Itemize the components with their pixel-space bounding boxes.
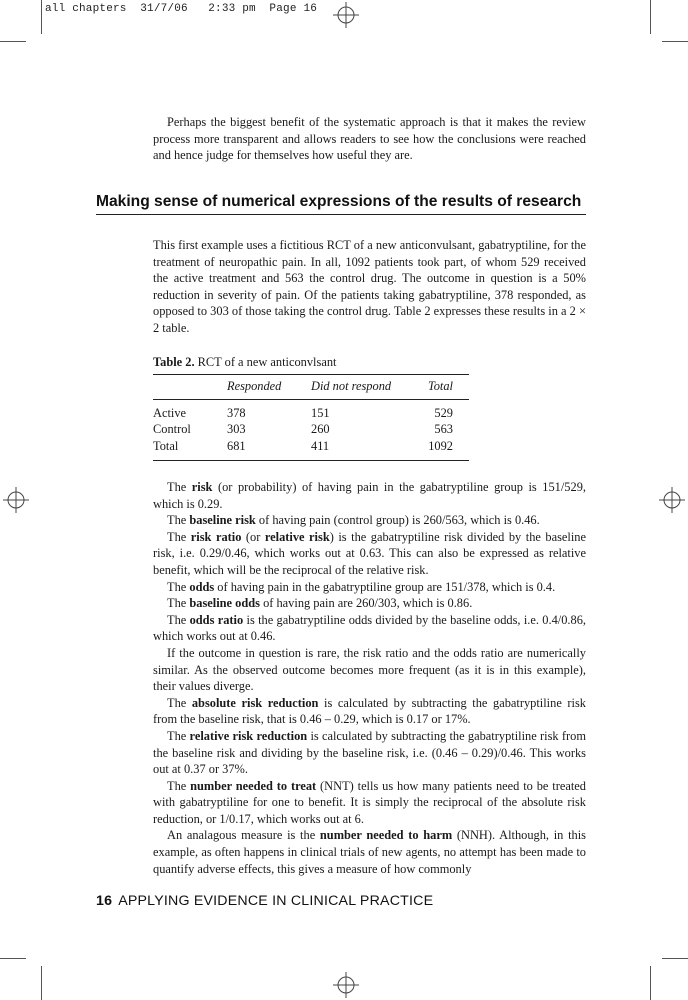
definition-paragraph: The baseline risk of having pain (control group) is 260/563, which is 0.46. xyxy=(167,513,540,528)
crop-mark xyxy=(0,958,26,959)
table-row xyxy=(153,421,469,437)
definition-paragraph: The risk (or probability) of having pain in the gabatryptiline group is 151/529, which is 0.29. xyxy=(153,480,586,511)
cell-not-responded: 260 xyxy=(311,422,330,437)
intro-block xyxy=(153,114,586,164)
crop-mark xyxy=(41,0,42,34)
row-label: Total xyxy=(153,438,179,453)
defined-term: baseline odds xyxy=(189,596,260,611)
definition-paragraph: An analagous measure is the number needed to harm (NNH). Although, in this example, as often happens in clinical trials of new agents, no attempt has been made to quantify adverse effects, this gives a measure of how commonly xyxy=(153,828,586,876)
cell-responded: 681 xyxy=(227,438,246,453)
cell-total: 1092 xyxy=(428,438,453,453)
cell-not-responded: 411 xyxy=(311,438,330,453)
definitions-block xyxy=(153,479,586,877)
row-label: Control xyxy=(153,422,191,437)
results-table xyxy=(153,374,469,461)
table-header-cell xyxy=(153,375,227,400)
table-header-row xyxy=(153,375,469,400)
crop-mark xyxy=(650,966,651,1000)
example-block xyxy=(153,237,586,337)
crop-mark xyxy=(662,958,688,959)
defined-term: risk ratio xyxy=(190,529,242,544)
table-header-cell: Total xyxy=(411,375,469,400)
definition-paragraph: If the outcome in question is rare, the risk ratio and the odds ratio are numerically similar. As the observed outcome becomes more frequent (as it is in this example), their values diverge. xyxy=(153,645,586,694)
print-slug: all chapters 31/7/06 2:33 pm Page 16 xyxy=(45,3,318,15)
table-caption-label: Table 2. xyxy=(153,355,195,369)
registration-mark-icon xyxy=(659,487,685,513)
table-row xyxy=(153,438,469,461)
running-title: APPLYING EVIDENCE IN CLINICAL PRACTICE xyxy=(118,893,434,909)
defined-term: odds xyxy=(189,579,215,594)
page-number: 16 xyxy=(96,893,113,909)
cell-responded: 378 xyxy=(227,406,246,420)
defined-term: risk xyxy=(191,480,213,494)
definition-paragraph: The risk ratio (or relative risk) is the gabatryptiline risk divided by the baseline risk, i.e. 0.29/0.46, which works out at 0.63. This can also be expressed as relative benefit, which will be the reciprocal of the relative risk. xyxy=(153,529,586,577)
defined-term: relative risk reduction xyxy=(189,728,308,743)
crop-mark xyxy=(662,41,688,42)
registration-mark-icon xyxy=(333,2,359,28)
table-caption-text: RCT of a new anticonvlsant xyxy=(197,355,337,369)
table-row xyxy=(153,400,469,422)
crop-mark xyxy=(41,966,42,1000)
defined-term: number needed to treat xyxy=(190,778,317,793)
defined-term: absolute risk reduction xyxy=(191,695,319,710)
running-footer xyxy=(96,893,433,909)
example-paragraph: This first example uses a fictitious RCT of a new anticonvulsant, gabatryptiline, for the treatment of neuropathic pain. In all, 1092 patients took part, of whom 529 received the active treatment and 563 the control drug. The outcome in question is a 50% reduction in severity of pain. Of the patients taking gabatryptiline, 378 responded, as opposed to 303 of those taking the control drug. Table 2 expresses these results in a 2 × 2 table. xyxy=(153,238,586,335)
definition-paragraph: The absolute risk reduction is calculated by subtracting the gabatryptiline risk from the baseline risk, that is 0.46 – 0.29, which is 0.17 or 17%. xyxy=(153,695,586,727)
table-header-cell: Did not respond xyxy=(311,375,411,400)
defined-term: number needed to harm xyxy=(319,828,453,843)
defined-term: relative risk xyxy=(264,529,330,544)
registration-mark-icon xyxy=(3,487,29,513)
cell-responded: 303 xyxy=(227,422,246,437)
table-header-cell: Responded xyxy=(227,375,311,400)
definition-paragraph: The odds of having pain in the gabatryptiline group are 151/378, which is 0.4. xyxy=(167,579,556,594)
cell-total: 563 xyxy=(434,422,453,437)
intro-paragraph: Perhaps the biggest benefit of the systematic approach is that it makes the review process more transparent and allows readers to see how the conclusions were reached and hence judge for themselves how useful they are. xyxy=(153,115,586,163)
definition-paragraph: The baseline odds of having pain are 260/303, which is 0.86. xyxy=(167,596,473,611)
definition-paragraph: The odds ratio is the gabatryptiline odds divided by the baseline odds, i.e. 0.4/0.86, which works out at 0.46. xyxy=(153,612,587,644)
row-label: Active xyxy=(153,406,187,420)
cell-total: 529 xyxy=(434,406,453,420)
defined-term: baseline risk xyxy=(189,513,256,528)
section-heading: Making sense of numerical expressions of the results of research xyxy=(96,194,586,215)
definition-paragraph: The number needed to treat (NNT) tells us how many patients need to be treated with gabatryptiline for one to benefit. It is simply the reciprocal of the absolute risk reduction, or 1/0.17, which works out at 6. xyxy=(153,778,586,826)
crop-mark xyxy=(0,41,26,42)
table-caption xyxy=(153,355,336,370)
defined-term: odds ratio xyxy=(189,612,244,627)
definition-paragraph: The relative risk reduction is calculated by subtracting the gabatryptiline risk from the baseline risk and dividing by the baseline risk, i.e. (0.46 – 0.29)/0.46. This works out at 0.37 or 37%. xyxy=(153,728,586,777)
cell-not-responded: 151 xyxy=(311,406,330,420)
registration-mark-icon xyxy=(333,972,359,998)
crop-mark xyxy=(650,0,651,34)
